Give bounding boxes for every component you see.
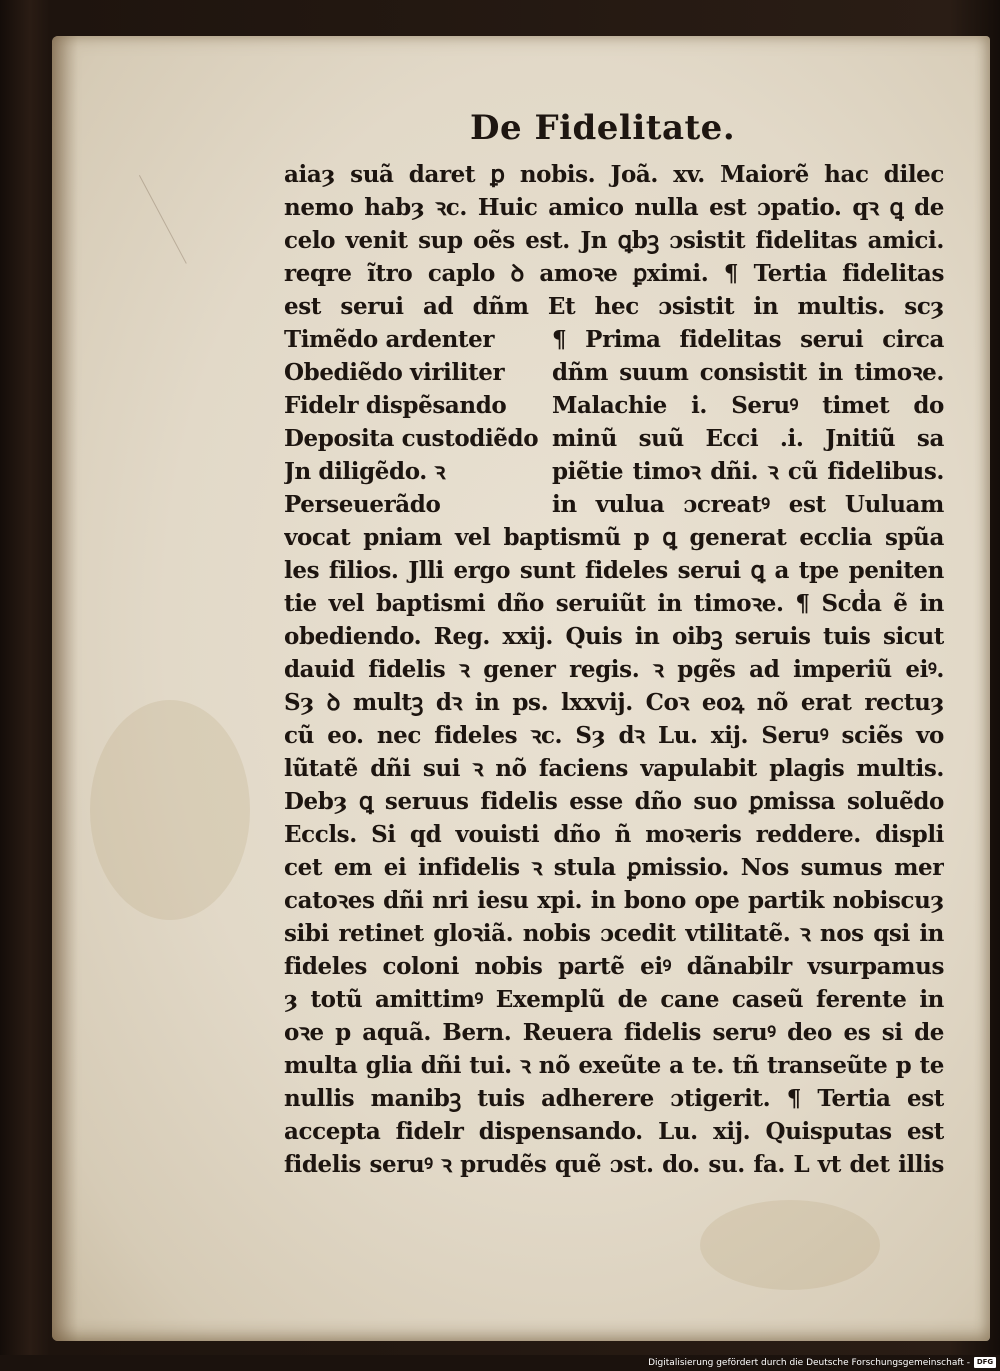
bracket-row: [284, 455, 944, 488]
bracket-row: [284, 323, 944, 356]
text-line: accepta fidelr dispensando. Lu. xij. Quisputas est: [284, 1118, 944, 1145]
paper-stain: [90, 700, 250, 920]
bracket-row: [284, 488, 944, 521]
text-line: in vulua ɔcreatꝰ est Uuluam: [552, 491, 944, 518]
text-line: dauid fidelis ꝛ gener regis. ꝛ pgẽs ad imperiũ eiꝰ.: [284, 656, 944, 683]
text-line: tie vel baptismi dño seruiũt in timoꝛe. ¶ Scḋa ẽ in: [284, 590, 944, 617]
footer-credit-text: Digitalisierung gefördert durch die Deutsche Forschungsgemeinschaft -: [648, 1358, 970, 1368]
text-line: cet em ei infidelis ꝛ stula ꝑmissio. Nos sumus mer: [284, 854, 944, 881]
footer-credit: [576, 1355, 996, 1371]
text-line: nullis manibꝫ tuis adherere ɔtigerit. ¶ Tertia est: [284, 1085, 944, 1112]
text-line: ¶ Prima fidelitas serui circa: [552, 326, 944, 353]
bracket-item: Jn diligẽdo. ꝛ: [284, 458, 445, 485]
text-line: Malachie i. Seruꝰ timet do: [552, 392, 944, 419]
bracket-item: Fidelr dispẽsando: [284, 392, 507, 419]
text-line: fideles coloni nobis partẽ eiꝰ dãnabilr vsurpamus: [284, 953, 944, 980]
dfg-logo: DFG: [974, 1357, 996, 1368]
text-line: obediendo. Reg. xxij. Quis in oibꝫ seruis tuis sicut: [284, 623, 944, 650]
bracket-list: [284, 323, 944, 521]
text-line: reqre ĩtro caplo ꝺ amoꝛe ꝑximi. ¶ Tertia fidelitas: [284, 260, 944, 287]
text-line: oꝛe p aquã. Bern. Reuera fidelis seruꝰ deo es si de: [284, 1019, 944, 1046]
text-line: fidelis seruꝰ ꝛ prudẽs quẽ ɔst. do. su. fa. L vt det illis: [284, 1151, 944, 1178]
text-line: minũ suũ Ecci .i. Jnitiũ sa: [552, 425, 944, 452]
text-line: est serui ad dñm Et hec ɔsistit in multis. scȝ: [284, 293, 944, 320]
text-line: cũ eo. nec fideles ꝛc. Sȝ dꝛ Lu. xij. Seruꝰ sciẽs vo: [284, 722, 944, 749]
text-line: multa glia dñi tui. ꝛ nõ exeũte a te. tñ transeũte p te: [284, 1052, 944, 1079]
bracket-item: Deposita custodiẽdo: [284, 425, 539, 452]
text-line: dñm suum consistit in timoꝛe.: [552, 359, 944, 386]
text-line: Sȝ ꝺ multꝫ dꝛ in ps. lxxvij. Coꝛ eoꝝ nõ erat rectuȝ: [284, 689, 944, 716]
text-line: Eccls. Si qd vouisti dño ñ moꝛeris reddere. displi: [284, 821, 944, 848]
text-line: vocat pniam vel baptismũ p ꝗ generat ecclia spũa: [284, 524, 944, 551]
bracket-item: Obediẽdo viriliter: [284, 359, 505, 386]
spine-shadow: [52, 36, 78, 1341]
top-lines: [284, 158, 944, 323]
text-line: aiaȝ suã daret ꝑ nobis. Joã. xv. Maiorẽ hac dilec: [284, 161, 944, 188]
paper-stain: [700, 1200, 880, 1290]
text-line: Debȝ ꝗ seruus fidelis esse dño suo ꝑmissa soluẽdo: [284, 788, 944, 815]
text-line: piẽtie timoꝛ dñi. ꝛ cũ fidelibus.: [552, 458, 944, 485]
bracket-row: [284, 422, 944, 455]
bottom-lines: [284, 521, 944, 1181]
bracket-item: Timẽdo ardenter: [284, 326, 495, 353]
text-line: catoꝛes dñi nri iesu xpi. in bono ope partik nobiscuȝ: [284, 887, 944, 914]
text-line: sibi retinet gloꝛiã. nobis ɔcedit vtilitatẽ. ꝛ nos qsi in: [284, 920, 944, 947]
bracket-item: Perseuerãdo: [284, 491, 441, 518]
bracket-row: [284, 389, 944, 422]
text-line: celo venit sup oẽs est. Jn ꝗbꝫ ɔsistit fidelitas amici.: [284, 227, 944, 254]
text-line: lũtatẽ dñi sui ꝛ nõ faciens vapulabit plagis multis.: [284, 755, 944, 782]
text-line: les filios. Jlli ergo sunt fideles serui ꝗ a tpe peniten: [284, 557, 944, 584]
bracket-row: [284, 356, 944, 389]
text-block: [284, 158, 944, 1181]
text-line: nemo habȝ ꝛc. Huic amico nulla est ɔpatio. qꝛ ꝗ de: [284, 194, 944, 221]
running-head: De Fidelitate.: [470, 108, 736, 148]
text-line: ȝ totũ amittimꝰ Exemplũ de cane caseũ ferente in: [284, 986, 944, 1013]
